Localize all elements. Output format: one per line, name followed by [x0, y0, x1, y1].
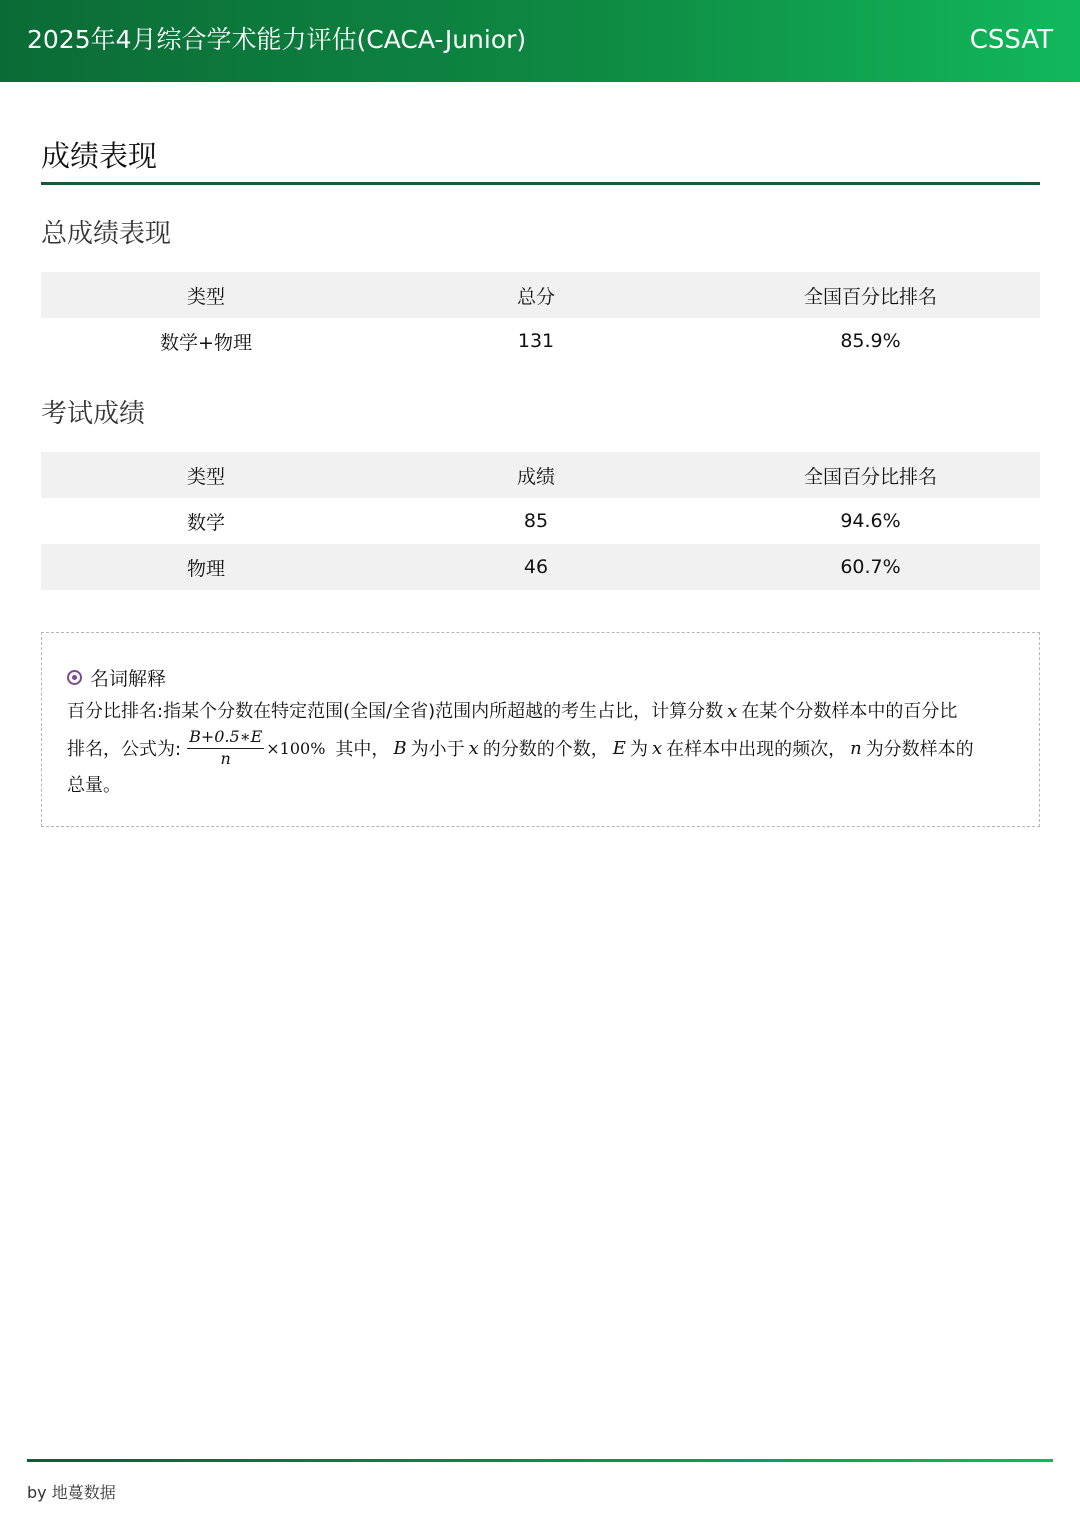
column-header-type: 类型 [41, 272, 371, 318]
radio-selected-icon [67, 670, 82, 685]
total-score-title: 总成绩表现 [41, 219, 172, 249]
total-score-table [41, 272, 1040, 364]
cell-percentile: 94.6% [840, 510, 901, 532]
glossary-heading-row [67, 666, 166, 692]
glossary-text: 的分数的个数， [482, 739, 609, 760]
table-header-row [41, 452, 1040, 498]
math-variable-b: B [393, 737, 407, 759]
glossary-text: 在某个分数样本中的百分比 [741, 701, 958, 722]
column-header-type: 类型 [41, 452, 371, 498]
table-row [41, 544, 1040, 590]
formula-multiplier: ×100% [266, 738, 326, 758]
glossary-line-2 [67, 725, 974, 771]
math-variable-x: x [651, 737, 663, 759]
column-header-score: 成绩 [371, 452, 701, 498]
formula-denominator: n [220, 749, 231, 768]
report-header [0, 0, 1080, 82]
cell-percentile: 85.9% [840, 330, 901, 352]
footer-divider [27, 1459, 1053, 1462]
glossary-text: 在样本中出现的频次， [666, 739, 847, 760]
math-variable-x: x [727, 701, 738, 722]
column-header-percentile: 全国百分比排名 [701, 452, 1040, 498]
footer-credit: by 地蔓数据 [27, 1483, 116, 1502]
percentile-formula [187, 727, 264, 769]
glossary-line-3: 总量。 [67, 775, 121, 796]
cell-score: 46 [371, 544, 701, 590]
brand-logo-text: CSSAT [969, 25, 1053, 55]
exam-score-title: 考试成绩 [41, 399, 146, 429]
glossary-text: 为小于 [410, 739, 465, 760]
glossary-line-1 [67, 699, 957, 725]
cell-percentile: 60.7% [701, 544, 1040, 590]
table-header-row [41, 272, 1040, 318]
glossary-heading: 名词解释 [90, 668, 167, 690]
column-header-percentile: 全国百分比排名 [701, 272, 1040, 318]
math-variable-x: x [468, 737, 479, 759]
math-variable-e: E [612, 737, 626, 759]
column-header-total: 总分 [371, 272, 701, 318]
glossary-text: 为分数样本的 [865, 739, 974, 760]
glossary-text: 排名，公式为: [67, 739, 182, 760]
glossary-text: 为 [629, 739, 648, 760]
section-divider [41, 182, 1040, 185]
table-row [41, 498, 1040, 544]
section-title: 成绩表现 [41, 139, 158, 173]
exam-score-table [41, 452, 1040, 590]
formula-numerator: B+0.5∗E [187, 727, 264, 749]
glossary-text: 百分比排名:指某个分数在特定范围(全国/全省)范围内所超越的考生占比，计算分数 [67, 701, 724, 722]
table-row [41, 318, 1040, 364]
math-variable-n: n [850, 737, 862, 759]
glossary-text: 其中， [335, 739, 390, 760]
cell-score: 85 [523, 510, 549, 532]
cell-type: 数学 [186, 511, 225, 534]
report-title: 2025年4月综合学术能力评估(CACA-Junior) [27, 25, 527, 54]
cell-type: 物理 [41, 544, 371, 590]
cell-type: 数学+物理 [160, 331, 252, 354]
glossary-box [41, 632, 1040, 827]
cell-total-score: 131 [517, 330, 555, 352]
